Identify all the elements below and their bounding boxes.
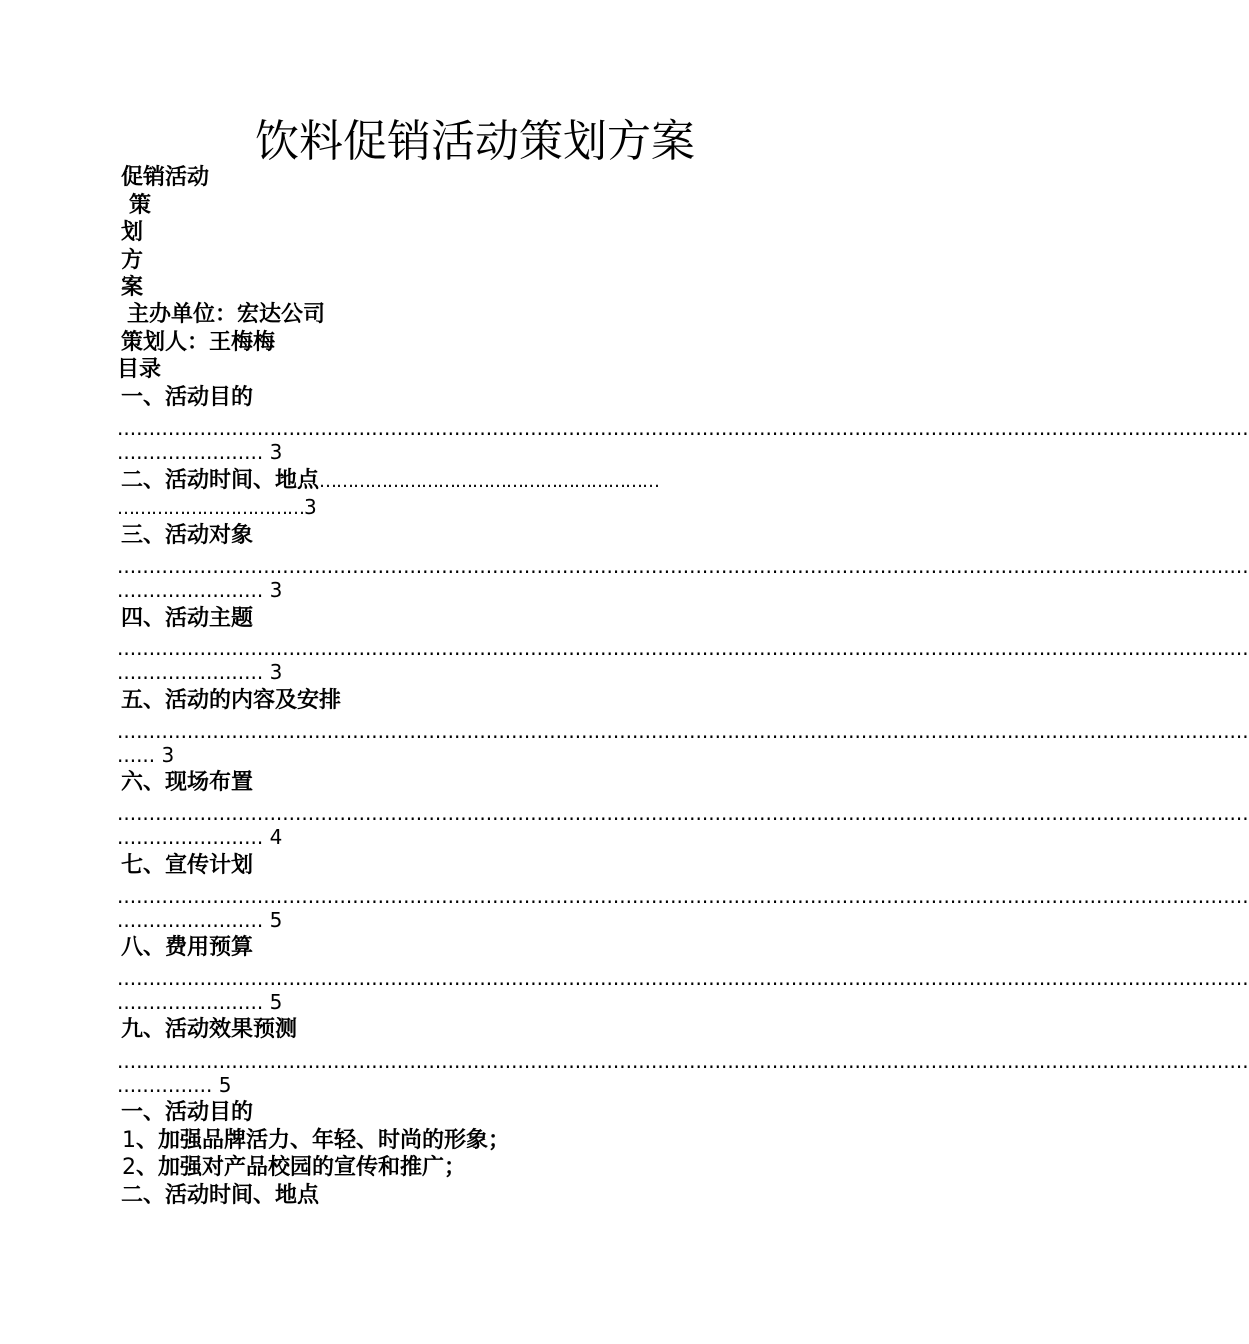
toc-item-4-end bbox=[117, 660, 282, 684]
toc-item-9-leader: .................................................................................................................................................................................. bbox=[117, 1049, 1249, 1073]
goal-item-2-text: 、加强对产品校园的宣传和推广； bbox=[136, 1155, 467, 1180]
toc-item-4-label[interactable]: 四、活动主题 bbox=[121, 606, 254, 631]
goal-item-1-number: 1 bbox=[122, 1128, 136, 1153]
toc-item-2-row[interactable] bbox=[121, 467, 659, 496]
toc-item-9-leader-end: ............... bbox=[117, 1073, 219, 1097]
goal-item-1-text: 、加强品牌活力、年轻、时尚的形象； bbox=[136, 1128, 511, 1153]
toc-item-3-page: 3 bbox=[269, 578, 283, 602]
toc-item-8-label[interactable]: 八、费用预算 bbox=[121, 935, 254, 960]
goal-item-1 bbox=[122, 1127, 510, 1155]
toc-item-3-leader: .................................................................................................................................................................................. bbox=[117, 554, 1249, 578]
toc-item-5-leader: .................................................................................................................................................................................. bbox=[117, 719, 1249, 743]
toc-item-2-leader-end: …………………………… bbox=[117, 498, 304, 519]
toc-item-8-end bbox=[117, 990, 282, 1014]
cover-line-2: 策 bbox=[129, 193, 152, 218]
toc-item-1-leader: .................................................................................................................................................................................. bbox=[117, 416, 1249, 440]
toc-item-4-leader-end: ....................... bbox=[117, 660, 270, 684]
toc-item-2-page: 3 bbox=[304, 495, 317, 519]
cover-line-5: 案 bbox=[121, 275, 144, 300]
toc-item-2-end bbox=[117, 495, 317, 521]
toc-item-9-label[interactable]: 九、活动效果预测 bbox=[121, 1017, 298, 1042]
toc-item-9-page: 5 bbox=[218, 1073, 232, 1097]
toc-item-1-end bbox=[117, 440, 282, 464]
toc-item-3-end bbox=[117, 578, 282, 602]
toc-item-7-leader: .................................................................................................................................................................................. bbox=[117, 884, 1249, 908]
toc-item-7-leader-end: ....................... bbox=[117, 908, 270, 932]
section-1-heading: 一、活动目的 bbox=[121, 1100, 254, 1125]
toc-item-2-label: 二、活动时间、地点 bbox=[121, 468, 320, 493]
toc-item-5-end bbox=[117, 743, 174, 767]
toc-heading: 目录 bbox=[117, 357, 162, 382]
toc-item-6-leader-end: ....................... bbox=[117, 825, 270, 849]
cover-line-1: 促销活动 bbox=[121, 165, 210, 190]
section-2-heading: 二、活动时间、地点 bbox=[121, 1183, 320, 1208]
toc-item-8-page: 5 bbox=[269, 990, 283, 1014]
toc-item-5-label[interactable]: 五、活动的内容及安排 bbox=[121, 688, 342, 713]
toc-item-4-page: 3 bbox=[269, 660, 283, 684]
toc-item-3-label[interactable]: 三、活动对象 bbox=[121, 523, 254, 548]
toc-item-4-leader: .................................................................................................................................................................................. bbox=[117, 636, 1249, 660]
toc-item-6-end bbox=[117, 825, 282, 849]
organizer-line: 主办单位：宏达公司 bbox=[127, 302, 326, 327]
goal-item-2 bbox=[122, 1154, 466, 1182]
toc-item-7-end bbox=[117, 908, 282, 932]
toc-item-6-page: 4 bbox=[269, 825, 283, 849]
toc-item-7-label[interactable]: 七、宣传计划 bbox=[121, 853, 254, 878]
toc-item-6-label[interactable]: 六、现场布置 bbox=[121, 770, 254, 795]
toc-item-5-leader-end: ...... bbox=[117, 743, 162, 767]
toc-item-1-page: 3 bbox=[269, 440, 283, 464]
cover-line-3: 划 bbox=[121, 220, 144, 245]
toc-item-6-leader: .................................................................................................................................................................................. bbox=[117, 801, 1249, 825]
goal-item-2-number: 2 bbox=[122, 1155, 136, 1180]
cover-line-4: 方 bbox=[121, 248, 144, 273]
toc-item-5-page: 3 bbox=[161, 743, 175, 767]
toc-item-9-end bbox=[117, 1073, 231, 1097]
toc-item-3-leader-end: ....................... bbox=[117, 578, 270, 602]
toc-item-2-leader-inline: …………………………………………………… bbox=[319, 471, 660, 492]
planner-line: 策划人：王梅梅 bbox=[121, 330, 276, 355]
toc-item-8-leader: .................................................................................................................................................................................. bbox=[117, 966, 1249, 990]
toc-item-7-page: 5 bbox=[269, 908, 283, 932]
toc-item-1-leader-end: ....................... bbox=[117, 440, 270, 464]
toc-item-1-label[interactable]: 一、活动目的 bbox=[121, 385, 254, 410]
document-title: 饮料促销活动策划方案 bbox=[255, 116, 695, 167]
toc-item-8-leader-end: ....................... bbox=[117, 990, 270, 1014]
